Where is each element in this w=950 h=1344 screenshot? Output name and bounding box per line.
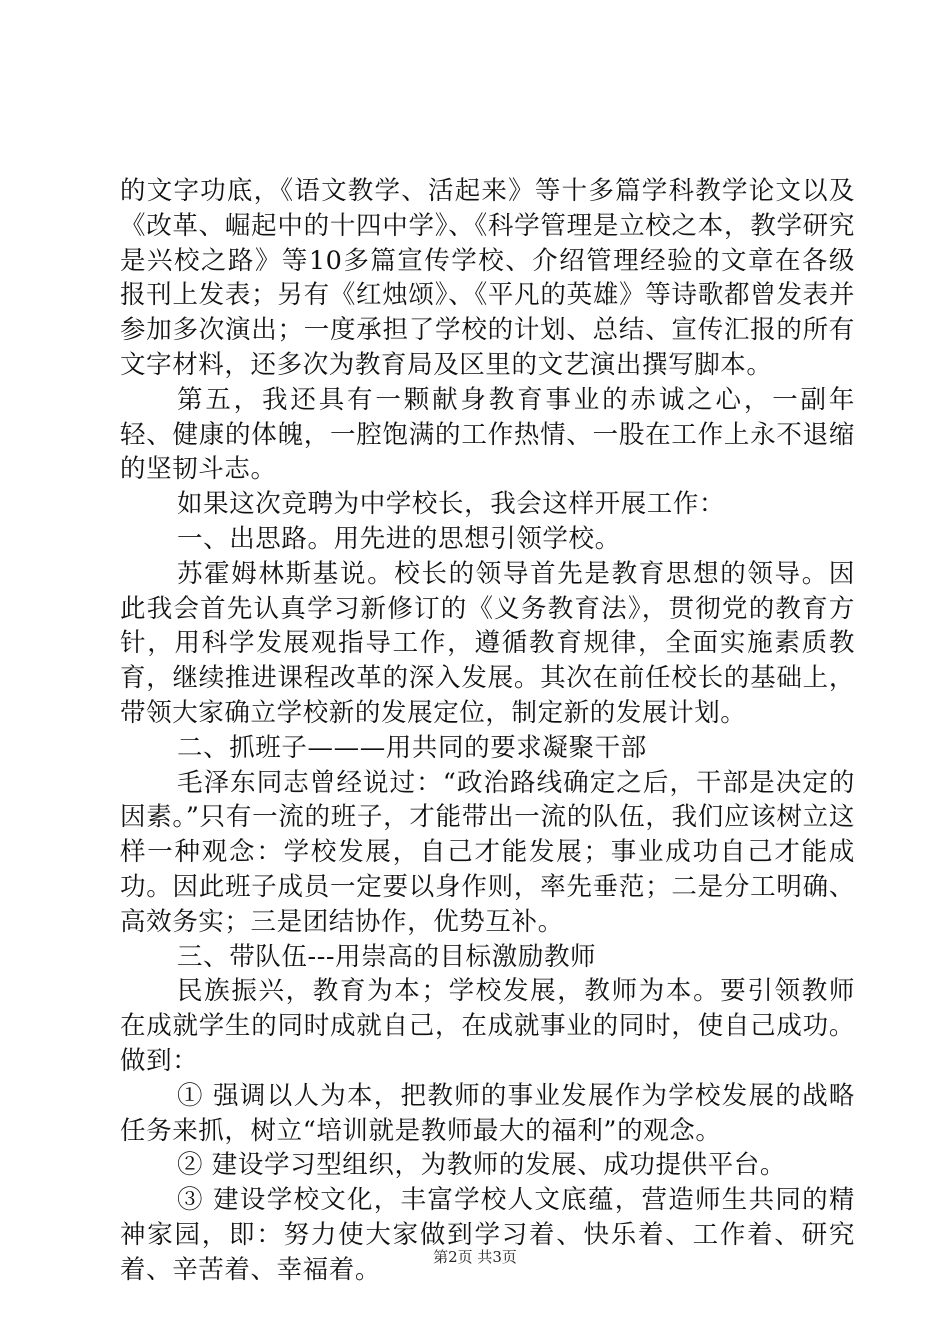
document-body [120, 174, 855, 1288]
list-item-one: ① 强调以人为本，把教师的事业发展作为学校发展的战略任务来抓，树立“培训就是教师最大的福利”的观念。 [120, 1080, 855, 1146]
heading-section-two: 二、抓班子———用共同的要求凝聚干部 [177, 732, 647, 763]
paragraph-fifth-point: 第五，我还具有一颗献身教育事业的赤诚之心，一副年轻、健康的体魄，一腔饱满的工作热情、一股在工作上永不退缩的坚韧斗志。 [120, 384, 855, 485]
page-number: 第2页 共3页 [433, 1248, 517, 1266]
paragraph-section-two-body: 毛泽东同志曾经说过：“政治路线确定之后，干部是决定的因素。”只有一流的班子，才能带出一流的队伍，我们应该树立这样一种观念：学校发展，自己才能发展；事业成功自己才能成功。因此班子成员一定要以身作则，率先垂范；二是分工明确、高效务实；三是团结协作，优势互补。 [120, 767, 855, 937]
list-item-three: ③ 建设学校文化，丰富学校人文底蕴，营造师生共同的精神家园，即：努力使大家做到学习着、快乐着、工作着、研究着、辛苦着、幸福着。 [120, 1185, 855, 1285]
paragraph-section-three-body: 民族振兴，教育为本；学校发展，教师为本。要引领教师在成就学生的同时成就自己，在成就事业的同时，使自己成功。做到： [120, 976, 855, 1076]
paragraph-work-plan-intro: 如果这次竞聘为中学校长，我会这样开展工作： [177, 489, 726, 520]
list-item-two: ② 建设学习型组织，为教师的发展、成功提供平台。 [177, 1150, 787, 1181]
heading-section-three: 三、带队伍---用崇高的目标激励教师 [177, 941, 597, 972]
paragraph-continuation: 的文字功底，《语文教学、活起来》等十多篇学科教学论文以及《改革、崛起中的十四中学》、《科学管理是立校之本，教学研究是兴校之路》等10多篇宣传学校、介绍管理经验的文章在各级报刊上发表；另有《红烛颂》、《平凡的英雄》等诗歌都曾发表并参加多次演出；一度承担了学校的计划、总结、宣传汇报的所有文字材料，还多次为教育局及区里的文艺演出撰写脚本。 [120, 176, 855, 380]
paragraph-section-one-body: 苏霍姆林斯基说。校长的领导首先是教育思想的领导。因此我会首先认真学习新修订的《义务教育法》，贯彻党的教育方针，用科学发展观指导工作，遵循教育规律，全面实施素质教育，继续推进课程改革的深入发展。其次在前任校长的基础上，带领大家确立学校新的发展定位，制定新的发展计划。 [120, 558, 855, 728]
page-footer [0, 1247, 950, 1267]
heading-section-one: 一、出思路。用先进的思想引领学校。 [177, 523, 621, 554]
